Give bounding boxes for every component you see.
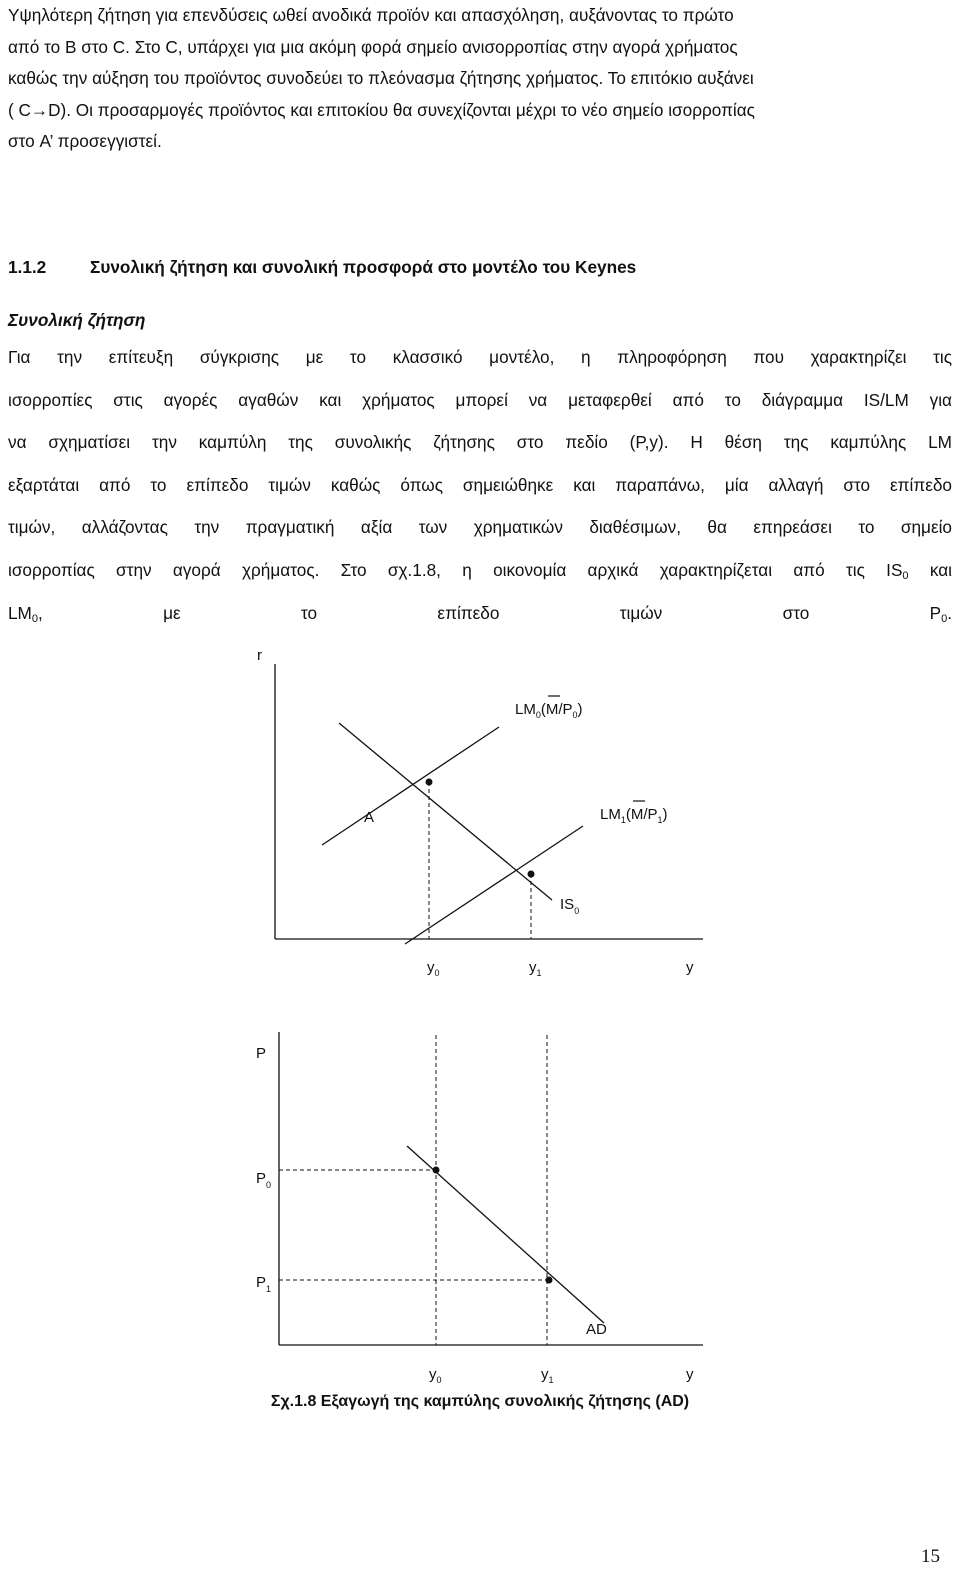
body-line: να σχηματίσει την καμπύλη της συνολικής ζήτησης στο πεδίο (P,y). Η θέση της καμπύλης LM (8, 432, 952, 453)
body-line-text: ισορροπίας στην αγορά χρήματος. Στο σχ.1.8, η οικονομία αρχικά χαρακτηρίζεται από τις IS (8, 559, 903, 580)
p0-label: $P_0$ (256, 1170, 272, 1190)
ad-point-0 (433, 1167, 440, 1174)
body-line-text: , με το επίπεδο τιμών στο P (38, 602, 942, 623)
body-line-text: LM (8, 602, 32, 623)
body-line-text: και (908, 559, 952, 580)
y1-label-bottom: $y_1$ (541, 1366, 554, 1385)
point-a-label: A (364, 809, 375, 826)
section-number: 1.1.2 (8, 257, 47, 277)
equilibrium-point-b (528, 871, 535, 878)
body-line-text: . (947, 602, 952, 623)
lm0-curve (322, 727, 499, 845)
page-number: 15 (921, 1546, 940, 1567)
y-axis-label-bottom: y (686, 1366, 694, 1383)
p-axis-label: P (256, 1045, 267, 1062)
section-subtitle: Συνολική ζήτηση (8, 310, 146, 330)
r-axis-label: r (257, 647, 262, 664)
y-axis-label-top: y (686, 959, 694, 976)
intro-line: από το B στο C. Στο C, υπάρχει για μια ακόμη φορά σημείο ανισορροπίας στην αγορά χρήματος (8, 36, 738, 57)
ad-panel (256, 1032, 703, 1385)
intro-line: καθώς την αύξηση του προϊόντος συνοδεύει το πλεόνασμα ζήτησης χρήματος. Το επιτόκιο αυξάνει (8, 68, 754, 88)
subscript: 0 (31, 612, 39, 625)
y0-label-top: $y_0$ (427, 959, 440, 978)
lm0-label: $LM_0(M/P_0)$ (515, 701, 583, 720)
y0-label-bottom: $y_0$ (429, 1366, 442, 1385)
lm1-curve (405, 826, 583, 944)
intro-line: στο A’ προσεγγιστεί. (8, 131, 162, 151)
section-title: Συνολική ζήτηση και συνολική προσφορά στο μοντέλο του Keynes (90, 257, 637, 277)
intro-line: ( C→D). Οι προσαρμογές προϊόντος και επιτοκίου θα συνεχίζονται μέχρι το νέο σημείο ισορροπίας (8, 99, 755, 120)
lm1-label: $LM_1(M/P_1)$ (600, 806, 668, 825)
intro-line: Υψηλότερη ζήτηση για επενδύσεις ωθεί ανοδικά προϊόν και απασχόληση, αυξάνοντας το πρώτο (8, 5, 734, 25)
figure-caption: Σχ.1.8 Εξαγωγή της καμπύλης συνολικής ζήτησης (AD) (270, 1393, 690, 1410)
body-line: εξαρτάται από το επίπεδο τιμών καθώς όπως σημειώθηκε και παραπάνω, μία αλλαγή στο επίπεδο (8, 474, 952, 495)
subscript: 0 (902, 569, 909, 582)
ad-label: AD (586, 1321, 607, 1338)
body-line: ισορροπίες στις αγορές αγαθών και χρήματος μπορεί να μεταφερθεί από το διάγραμμα IS/LM για (8, 389, 952, 410)
y1-label-top: $y_1$ (529, 959, 542, 978)
subscript: 0 (941, 612, 948, 625)
is0-label: $IS_0$ (560, 896, 580, 916)
equilibrium-point-a (426, 779, 433, 786)
p1-label: $P_1$ (256, 1274, 272, 1294)
body-line: Για την επίτευξη σύγκρισης με το κλασσικό μοντέλο, η πληροφόρηση που χαρακτηρίζει τις (8, 347, 952, 367)
body-line: τιμών, αλλάζοντας την πραγματική αξία των χρηματικών διαθέσιμων, θα επηρεάσει το σημείο (8, 517, 952, 538)
is-lm-panel (257, 647, 703, 978)
ad-point-1 (546, 1277, 553, 1284)
